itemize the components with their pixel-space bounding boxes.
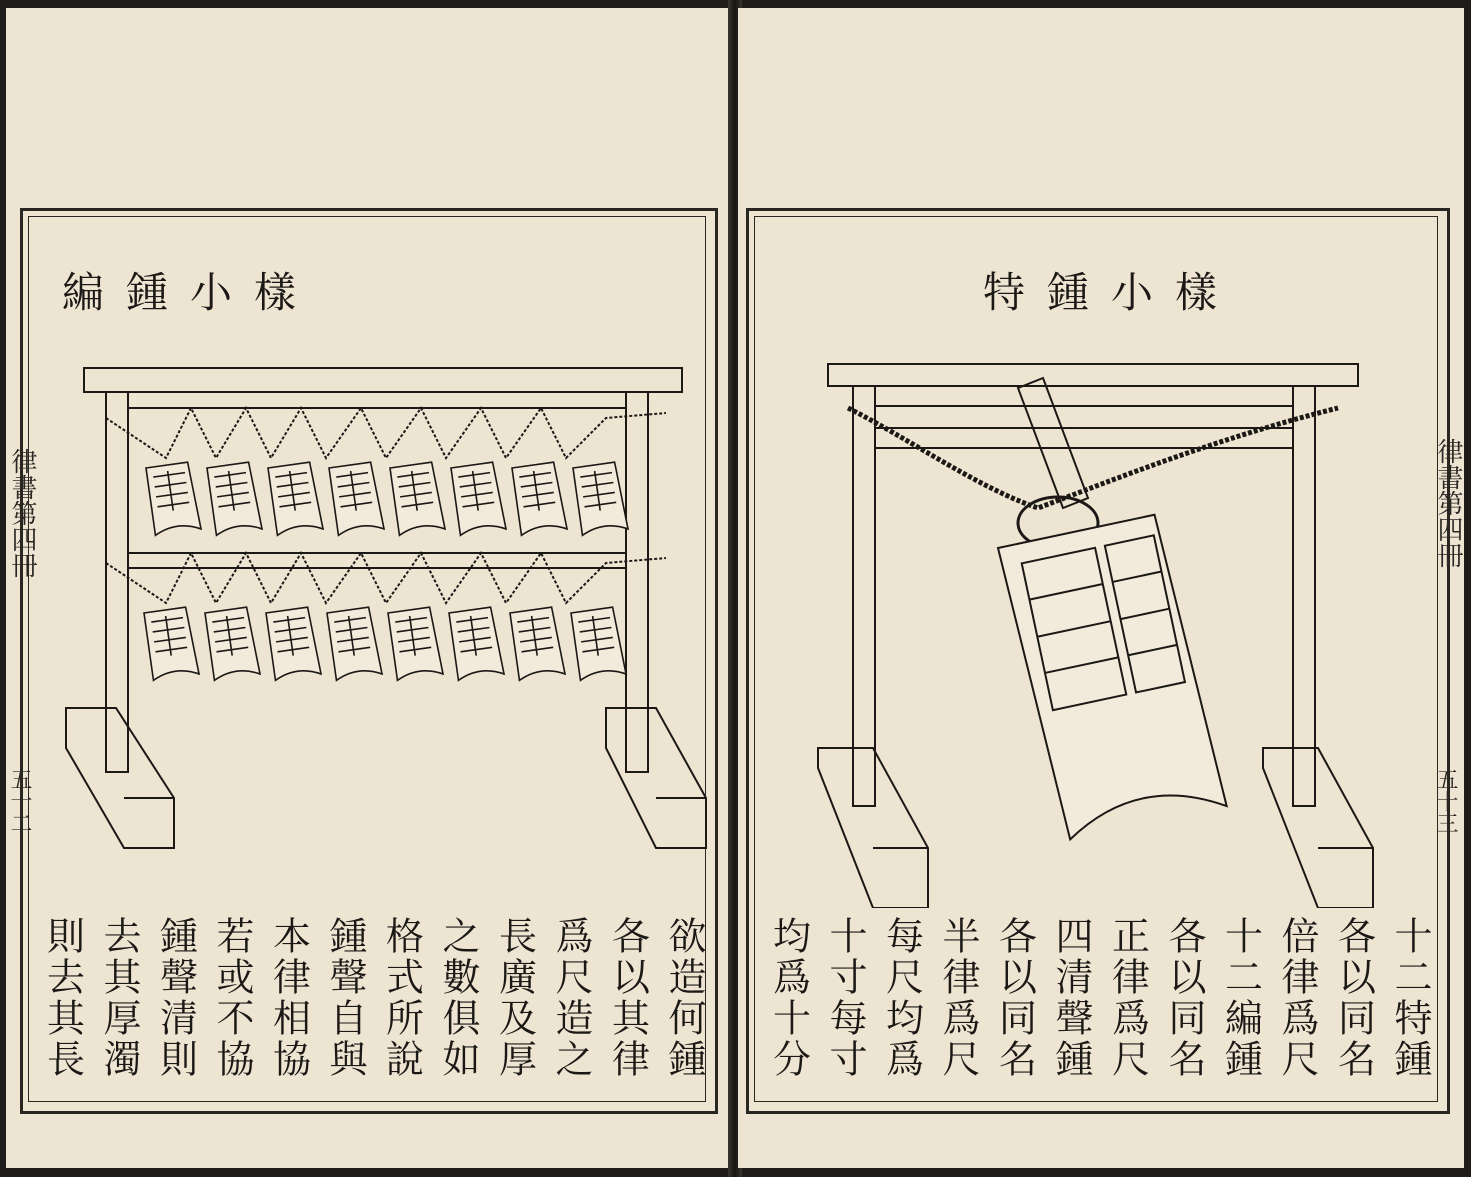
bell [510, 607, 565, 681]
text-column: 十二特鍾 [1388, 916, 1432, 1080]
bell [207, 462, 262, 536]
text-column: 四清聲鍾 [1049, 916, 1093, 1080]
text-column: 各以同名 [992, 916, 1037, 1080]
bell [266, 607, 321, 681]
right-page-number: 五十三 [1433, 768, 1458, 834]
bell [451, 462, 506, 536]
text-column: 則去其長 [40, 916, 85, 1080]
text-column: 格式所說 [379, 916, 424, 1080]
text-column: 十寸每寸 [823, 916, 867, 1080]
text-column: 各以同名 [1331, 916, 1376, 1080]
left-page-number: 五十二 [7, 768, 32, 834]
text-column: 十二編鍾 [1218, 916, 1263, 1080]
left-title: 編鍾小樣 [61, 268, 318, 317]
text-column: 均爲十分 [766, 916, 811, 1080]
text-column: 欲造何鍾 [662, 916, 706, 1080]
bell [329, 462, 384, 536]
text-column: 鍾聲自與 [323, 916, 367, 1080]
text-column: 各以同名 [1162, 916, 1206, 1080]
text-column: 若或不協 [210, 916, 254, 1080]
bell [327, 607, 382, 681]
bell [571, 607, 626, 681]
bianzhong-bell-rack-illustration [6, 348, 734, 908]
left-margin-label: 律書第四冊 [7, 448, 37, 578]
bell [390, 462, 445, 536]
bell [268, 462, 323, 536]
right-title: 特鍾小樣 [983, 268, 1240, 317]
bell [146, 462, 201, 536]
text-column: 各以其律 [605, 916, 650, 1080]
text-column: 本律相協 [266, 916, 311, 1080]
right-page [738, 8, 1464, 1168]
bell [388, 607, 443, 681]
bell [573, 462, 628, 536]
text-column: 倍律爲尺 [1275, 916, 1319, 1080]
text-column: 之數俱如 [436, 916, 480, 1080]
text-column: 正律爲尺 [1105, 916, 1150, 1080]
text-column: 去其厚濁 [97, 916, 141, 1080]
bell [449, 607, 504, 681]
bell [144, 607, 199, 681]
bell [512, 462, 567, 536]
tezhong-bell-rack-illustration [738, 348, 1464, 908]
left-page [6, 8, 734, 1168]
text-column: 半律爲尺 [936, 916, 980, 1080]
text-column: 長廣及厚 [492, 916, 537, 1080]
right-margin-label: 律書第四冊 [1433, 438, 1463, 568]
text-column: 每尺均爲 [879, 916, 924, 1080]
text-column: 爲尺造之 [549, 916, 593, 1080]
text-column: 鍾聲清則 [153, 916, 198, 1080]
bell [205, 607, 260, 681]
